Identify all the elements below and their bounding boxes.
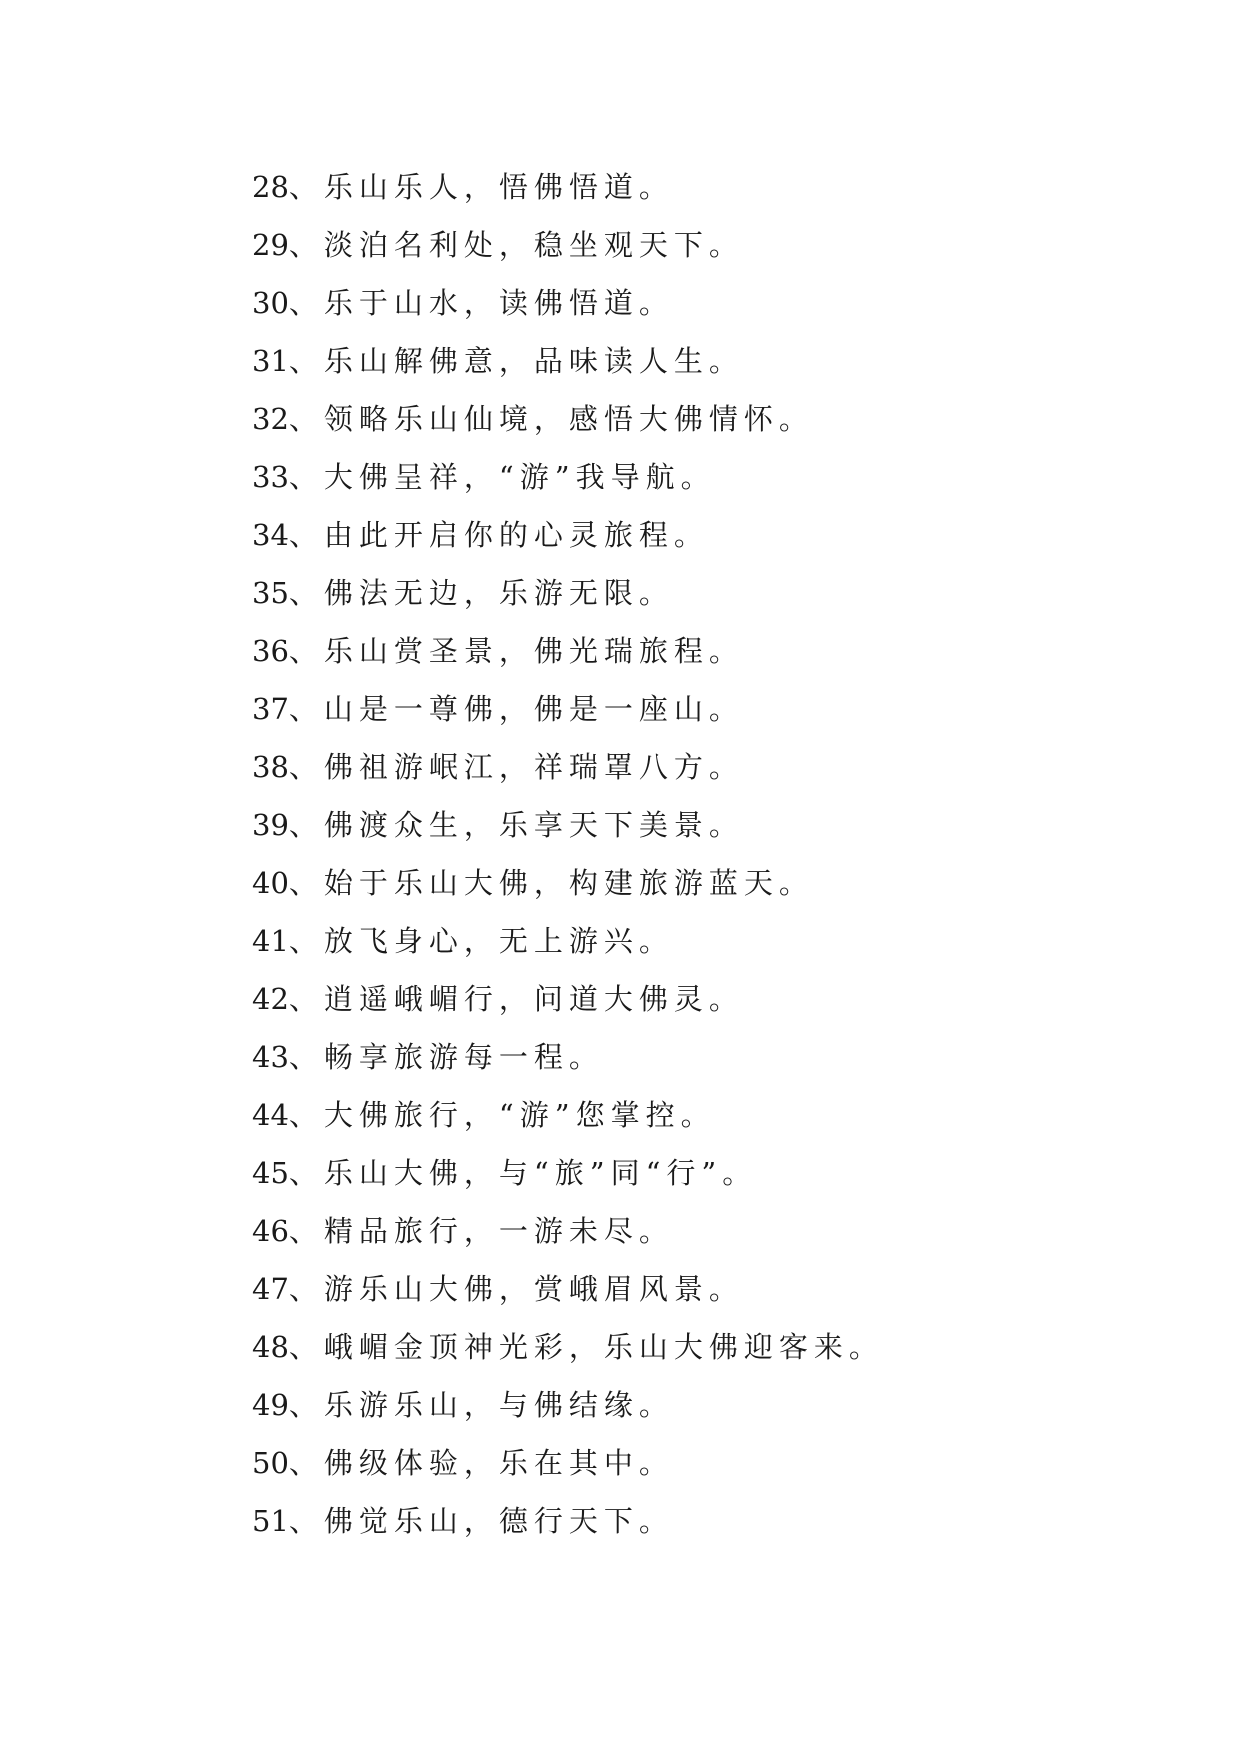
list-item	[252, 274, 884, 332]
list-item	[252, 158, 884, 216]
item-separator: 、	[288, 286, 324, 320]
item-text: 乐山乐人，悟佛悟道。	[323, 170, 674, 204]
item-text: 乐山解佛意，品味读人生。	[323, 344, 744, 378]
item-separator: 、	[288, 1446, 324, 1480]
item-number: 35	[252, 576, 289, 610]
item-text: 游乐山大佛，赏峨眉风景。	[323, 1272, 744, 1306]
item-separator: 、	[288, 402, 324, 436]
list-item	[252, 622, 884, 680]
item-separator: 、	[288, 576, 324, 610]
item-number: 34	[252, 518, 289, 552]
list-item	[252, 390, 884, 448]
item-text: 大佛旅行，“游”您掌控。	[323, 1098, 716, 1132]
item-number: 29	[252, 228, 289, 262]
item-separator: 、	[288, 1504, 324, 1538]
item-number: 43	[252, 1040, 289, 1074]
item-text: 山是一尊佛，佛是一座山。	[323, 692, 744, 726]
list-item	[252, 1434, 884, 1492]
list-item	[252, 738, 884, 796]
slogan-list	[252, 158, 884, 1550]
item-separator: 、	[288, 170, 324, 204]
item-separator: 、	[288, 982, 324, 1016]
item-number: 51	[252, 1504, 289, 1538]
list-item	[252, 564, 884, 622]
item-text: 佛觉乐山，德行天下。	[323, 1504, 674, 1538]
item-separator: 、	[288, 808, 324, 842]
list-item	[252, 1144, 884, 1202]
list-item	[252, 216, 884, 274]
item-separator: 、	[288, 1098, 324, 1132]
item-text: 由此开启你的心灵旅程。	[323, 518, 709, 552]
list-item	[252, 970, 884, 1028]
item-number: 46	[252, 1214, 289, 1248]
item-number: 48	[252, 1330, 289, 1364]
list-item	[252, 680, 884, 738]
item-separator: 、	[288, 692, 324, 726]
item-number: 37	[252, 692, 289, 726]
item-text: 放飞身心，无上游兴。	[323, 924, 674, 958]
item-separator: 、	[288, 924, 324, 958]
item-separator: 、	[288, 866, 324, 900]
item-text: 乐于山水，读佛悟道。	[323, 286, 674, 320]
list-item	[252, 506, 884, 564]
item-separator: 、	[288, 1040, 324, 1074]
item-text: 领略乐山仙境，感悟大佛情怀。	[323, 402, 814, 436]
item-number: 50	[252, 1446, 289, 1480]
item-text: 大佛呈祥，“游”我导航。	[323, 460, 716, 494]
item-separator: 、	[288, 1214, 324, 1248]
item-number: 30	[252, 286, 289, 320]
list-item	[252, 1202, 884, 1260]
list-item	[252, 1492, 884, 1550]
item-text: 佛级体验，乐在其中。	[323, 1446, 674, 1480]
item-number: 47	[252, 1272, 289, 1306]
item-number: 32	[252, 402, 289, 436]
item-number: 39	[252, 808, 289, 842]
item-number: 28	[252, 170, 289, 204]
item-separator: 、	[288, 518, 324, 552]
list-item	[252, 332, 884, 390]
item-text: 佛法无边，乐游无限。	[323, 576, 674, 610]
list-item	[252, 1260, 884, 1318]
item-separator: 、	[288, 1388, 324, 1422]
item-number: 36	[252, 634, 289, 668]
item-separator: 、	[288, 750, 324, 784]
item-text: 乐山赏圣景，佛光瑞旅程。	[323, 634, 744, 668]
item-text: 佛祖游岷江，祥瑞罩八方。	[323, 750, 744, 784]
item-number: 33	[252, 460, 289, 494]
item-number: 44	[252, 1098, 289, 1132]
item-number: 40	[252, 866, 289, 900]
item-separator: 、	[288, 634, 324, 668]
item-text: 畅享旅游每一程。	[323, 1040, 604, 1074]
item-text: 淡泊名利处，稳坐观天下。	[323, 228, 744, 262]
item-separator: 、	[288, 228, 324, 262]
item-separator: 、	[288, 1330, 324, 1364]
item-text: 峨嵋金顶神光彩，乐山大佛迎客来。	[323, 1330, 884, 1364]
item-number: 38	[252, 750, 289, 784]
item-text: 逍遥峨嵋行，问道大佛灵。	[323, 982, 744, 1016]
item-text: 乐游乐山，与佛结缘。	[323, 1388, 674, 1422]
item-separator: 、	[288, 344, 324, 378]
item-text: 始于乐山大佛，构建旅游蓝天。	[323, 866, 814, 900]
list-item	[252, 912, 884, 970]
item-number: 41	[252, 924, 289, 958]
list-item	[252, 796, 884, 854]
item-number: 45	[252, 1156, 289, 1190]
item-number: 31	[252, 344, 289, 378]
item-separator: 、	[288, 1156, 324, 1190]
list-item	[252, 1376, 884, 1434]
item-separator: 、	[288, 1272, 324, 1306]
item-number: 49	[252, 1388, 289, 1422]
list-item	[252, 854, 884, 912]
list-item	[252, 1028, 884, 1086]
item-number: 42	[252, 982, 289, 1016]
item-text: 乐山大佛，与“旅”同“行”。	[323, 1156, 758, 1190]
item-separator: 、	[288, 460, 324, 494]
item-text: 精品旅行，一游未尽。	[323, 1214, 674, 1248]
list-item	[252, 1318, 884, 1376]
list-item	[252, 1086, 884, 1144]
item-text: 佛渡众生，乐享天下美景。	[323, 808, 744, 842]
list-item	[252, 448, 884, 506]
